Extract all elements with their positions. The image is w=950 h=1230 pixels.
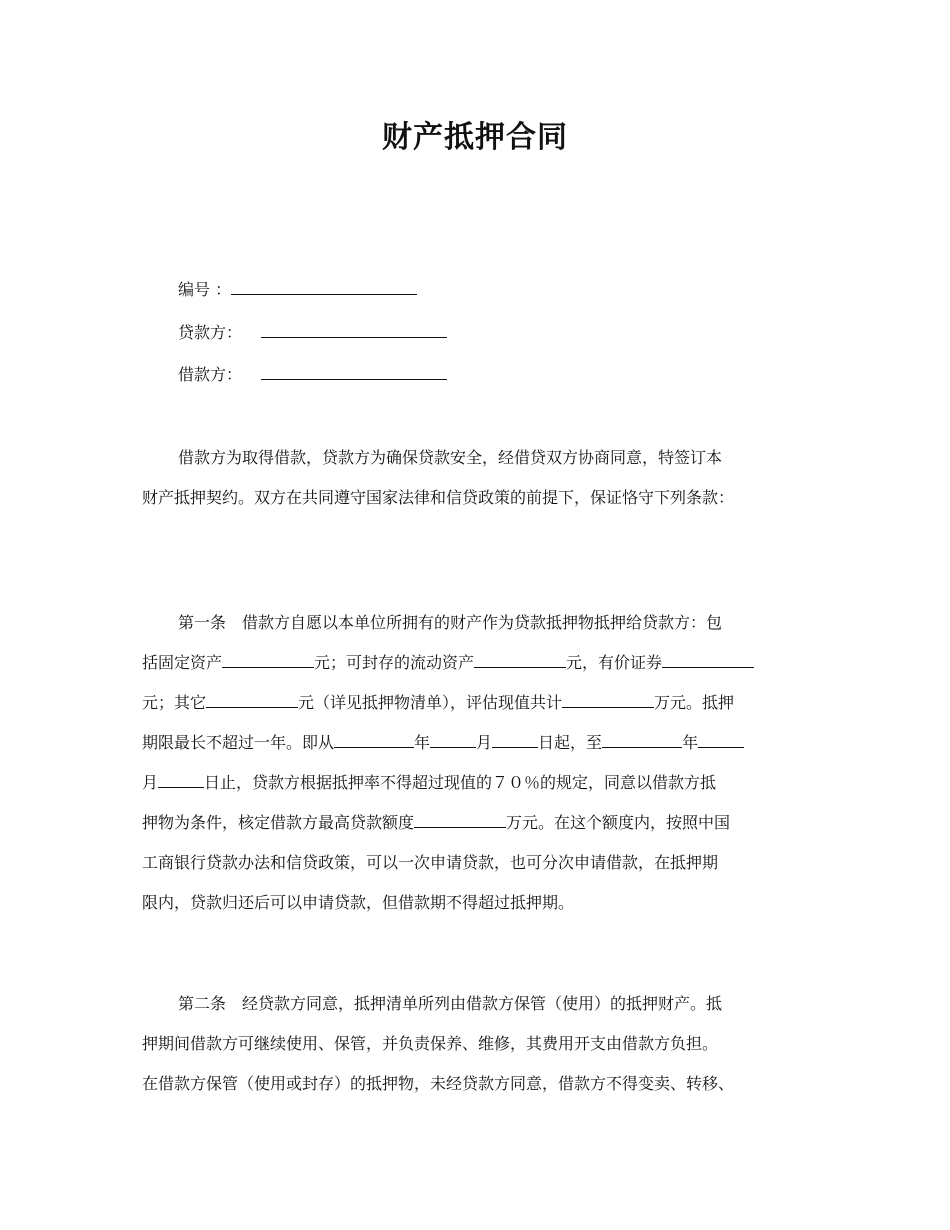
valuation-blank: [562, 691, 654, 708]
article-2-line: 在借款方保管（使用或封存）的抵押物，未经贷款方同意，借款方不得变卖、转移、: [142, 1074, 735, 1093]
end-day-blank: [158, 771, 204, 788]
article-2-line: 押期间借款方可继续使用、保管，并负责保养、维修，其费用开支由借款方负担。: [142, 1034, 719, 1053]
article-1-line: 期限最长不超过一年。即从 年 月 日起，至 年: [142, 723, 822, 763]
intro-line: 借款方为取得借款，贷款方为确保贷款安全，经借贷双方协商同意，特签订本: [178, 448, 723, 467]
article-1-line: 第一条 借款方自愿以本单位所拥有的财产作为贷款抵押物抵押给贷款方：包: [178, 613, 723, 632]
start-day-blank: [492, 731, 538, 748]
current-assets-blank: [474, 651, 566, 668]
article-1-line: 元；其它 元（详见抵押物清单），评估现值共计 万元。抵押: [142, 693, 735, 712]
securities-blank: [662, 651, 754, 668]
article-2: [142, 984, 822, 1104]
borrower-label: 借款方：: [178, 365, 243, 384]
article-1-line: 括固定资产 元；可封存的流动资产 元，有价证券: [142, 643, 822, 683]
end-month-blank: [698, 731, 744, 748]
article-1-line: 押物为条件，核定借款方最高贷款额度 万元。在这个额度内，按照中国: [142, 813, 731, 832]
borrower-blank: [261, 363, 447, 380]
fixed-assets-blank: [222, 651, 314, 668]
start-month-blank: [430, 731, 476, 748]
intro-line: 财产抵押契约。双方在共同遵守国家法律和信贷政策的前提下，保证恪守下列条款：: [142, 488, 735, 507]
lender-row: [178, 321, 447, 343]
contract-number-row: [178, 278, 417, 300]
lender-blank: [261, 321, 447, 338]
intro-paragraph: [142, 438, 822, 518]
article-1-line: 工商银行贷款办法和信贷政策，可以一次申请贷款，也可分次申请借款，在抵押期: [142, 853, 719, 872]
contract-number-blank: [231, 278, 417, 295]
loan-limit-blank: [414, 811, 506, 828]
lender-label: 贷款方：: [178, 323, 243, 342]
borrower-row: [178, 363, 447, 385]
end-year-blank: [602, 731, 682, 748]
article-1-line: 限内，贷款归还后可以申请贷款，但借款期不得超过抵押期。: [142, 893, 575, 912]
other-assets-blank: [206, 691, 298, 708]
start-year-blank: [334, 731, 414, 748]
article-2-line: 第二条 经贷款方同意，抵押清单所列由借款方保管（使用）的抵押财产。抵: [178, 994, 723, 1013]
article-1-line: 月 日止，贷款方根据抵押率不得超过现值的７０％的规定，同意以借款方抵: [142, 773, 717, 792]
contract-number-label: 编号 ：: [178, 280, 232, 299]
document-title: 财产抵押合同: [382, 120, 568, 155]
article-1: [142, 603, 822, 923]
